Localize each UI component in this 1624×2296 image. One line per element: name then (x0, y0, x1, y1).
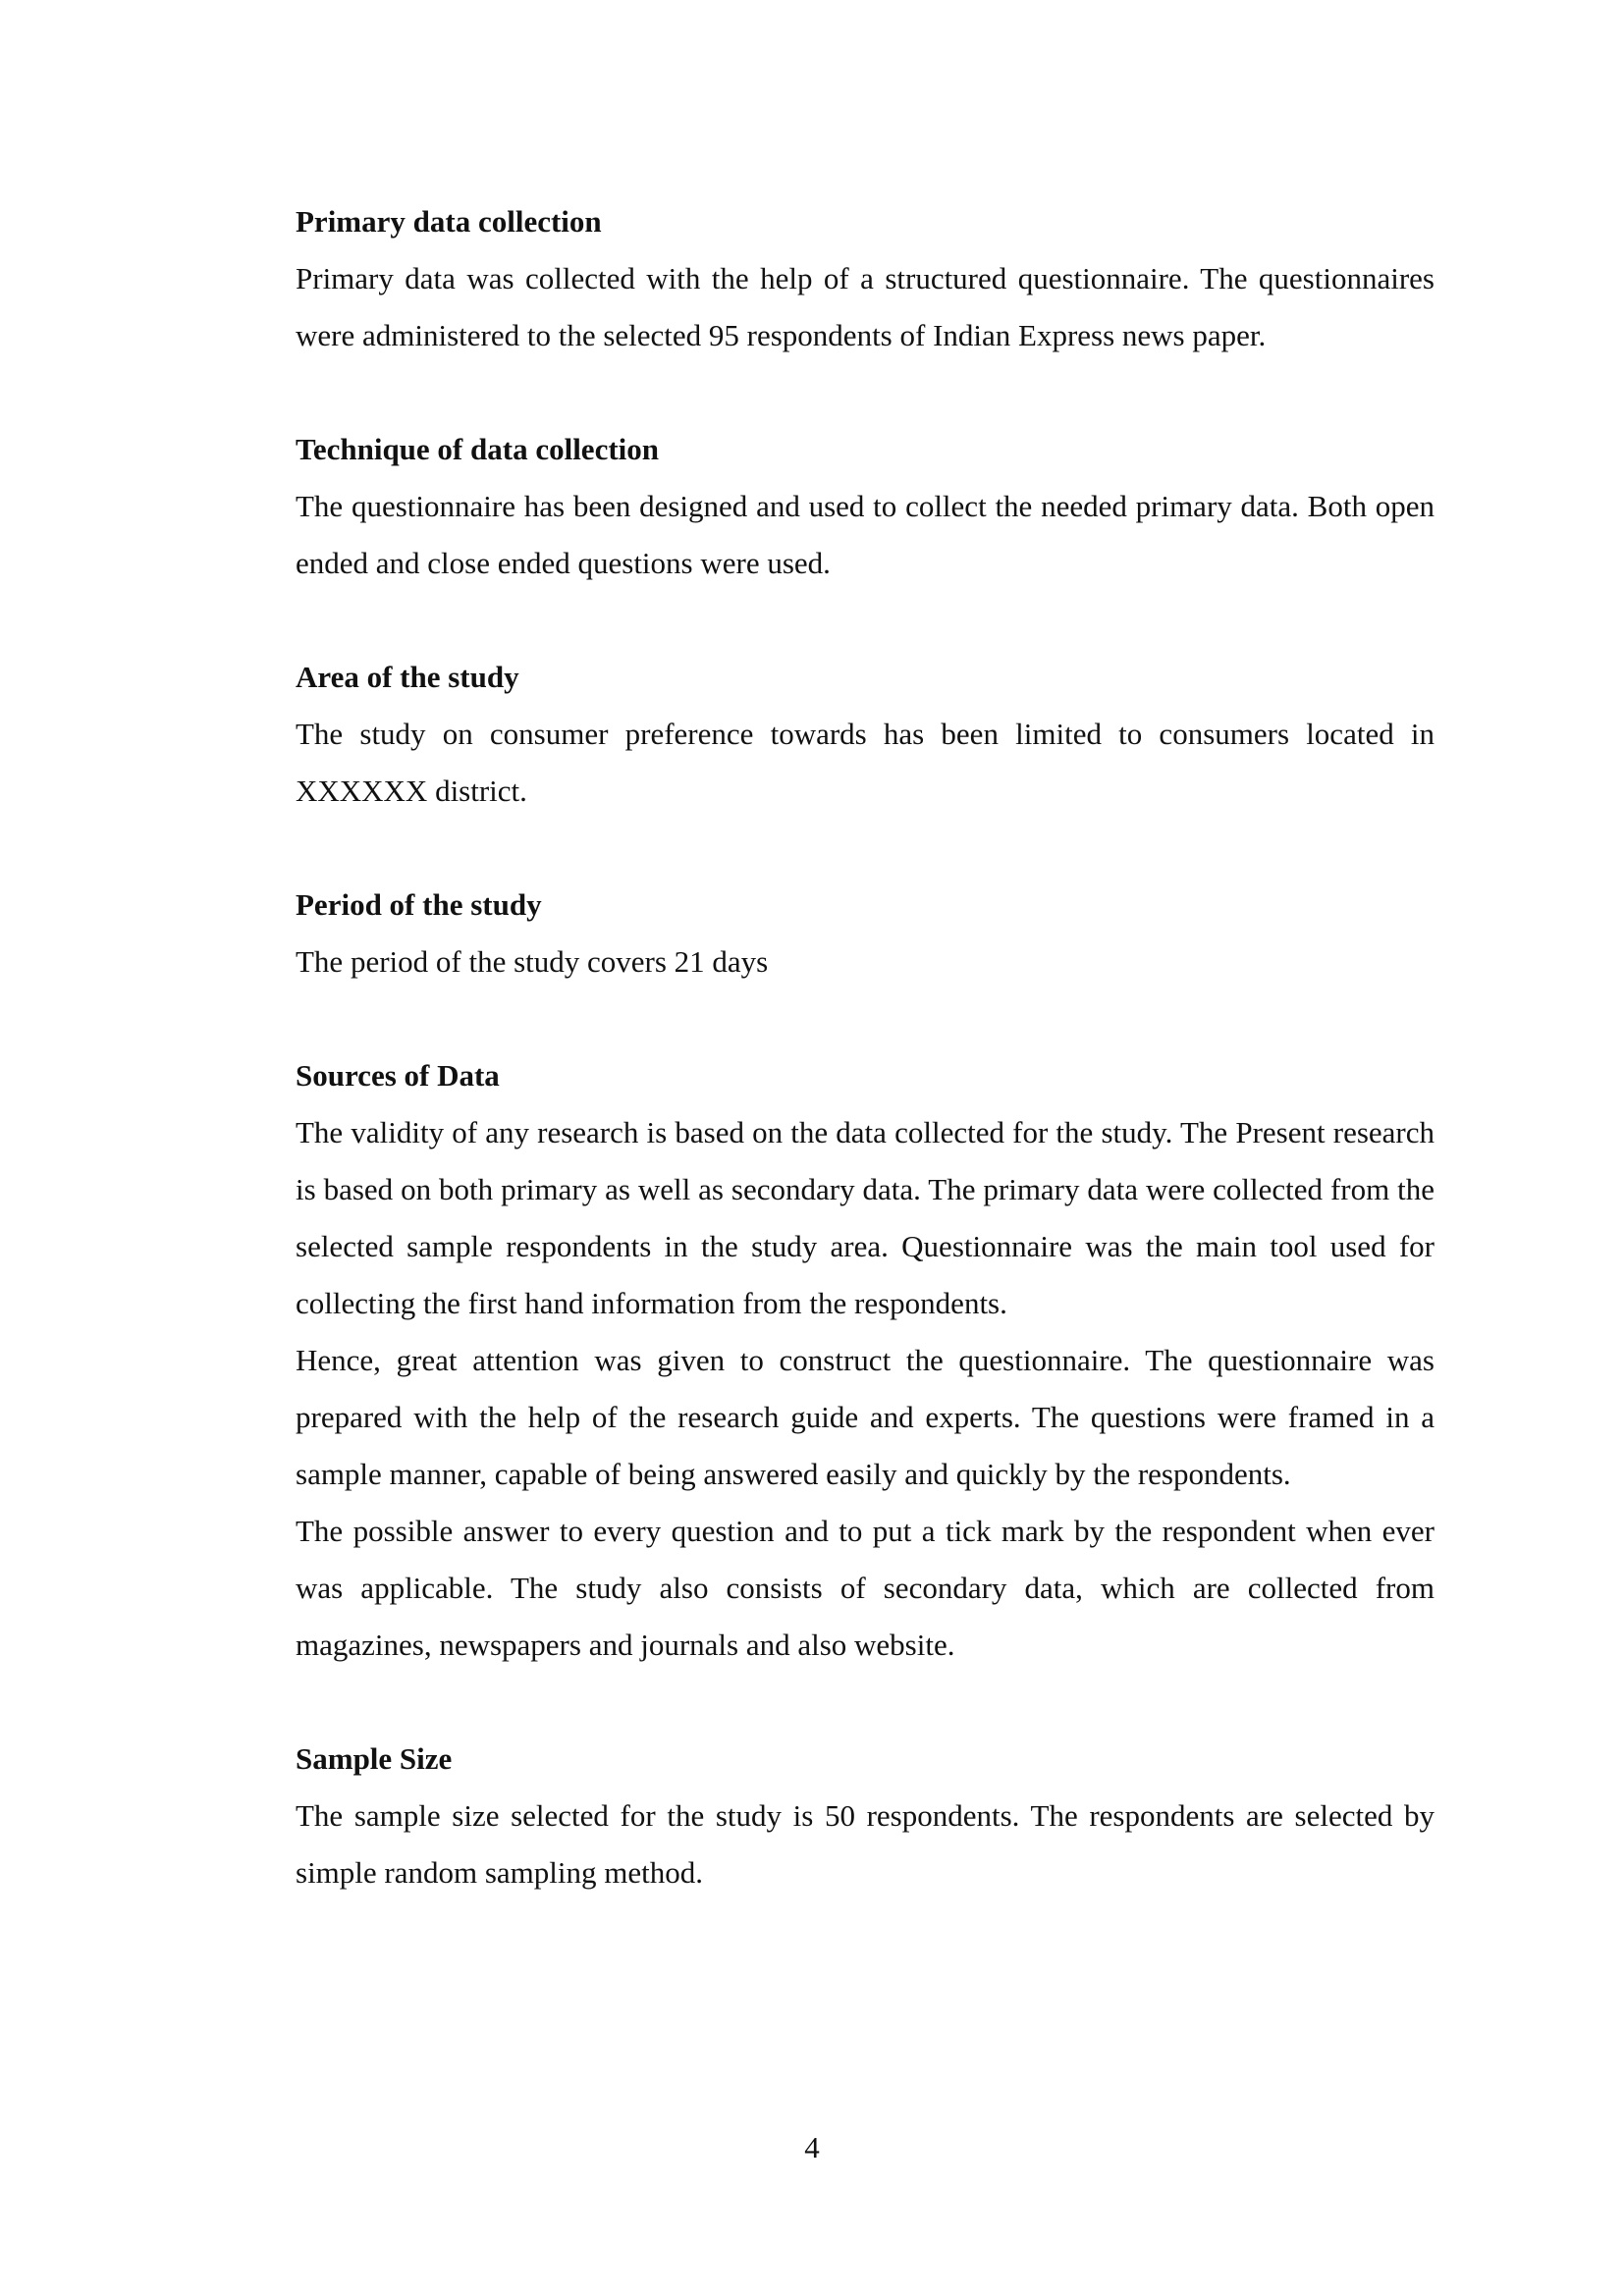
section-paragraph: The possible answer to every question and to put a tick mark by the respondent when ever was applicable. The study also consists of secondary data, which are collected from magazines, newspapers and journals and also website. (296, 1514, 1435, 1662)
section-paragraph: Primary data was collected with the help of a structured questionnaire. The questionnaires were administered to the selected 95 respondents of Indian Express news paper. (296, 261, 1435, 352)
section-area-of-the-study (296, 649, 1435, 820)
section-heading: Period of the study (296, 887, 542, 922)
section-heading: Sources of Data (296, 1058, 500, 1093)
section-heading: Area of the study (296, 660, 519, 694)
section-paragraph: The sample size selected for the study is 50 respondents. The respondents are selected by simple random sampling method. (296, 1798, 1435, 1890)
section-sources-of-data (296, 1047, 1435, 1674)
section-heading: Primary data collection (296, 204, 602, 239)
section-paragraph: The validity of any research is based on the data collected for the study. The Present research is based on both primary as well as secondary data. The primary data were collected from the selected sample respondents in the study area. Questionnaire was the main tool used for collecting the first hand information from the respondents. (296, 1115, 1435, 1320)
section-paragraph: The period of the study covers 21 days (296, 944, 769, 979)
section-paragraph: The study on consumer preference towards has been limited to consumers located in XXXXXX district. (296, 717, 1435, 808)
section-paragraph: The questionnaire has been designed and used to collect the needed primary data. Both open ended and close ended questions were used. (296, 489, 1435, 580)
section-paragraph: Hence, great attention was given to construct the questionnaire. The questionnaire was prepared with the help of the research guide and experts. The questions were framed in a sample manner, capable of being answered easily and quickly by the respondents. (296, 1343, 1435, 1491)
section-heading: Sample Size (296, 1741, 453, 1776)
page-content (296, 193, 1435, 1958)
section-sample-size (296, 1731, 1435, 1901)
section-heading: Technique of data collection (296, 432, 660, 466)
section-technique-of-data-collection (296, 421, 1435, 592)
section-primary-data-collection (296, 193, 1435, 364)
section-period-of-the-study (296, 877, 1435, 990)
page-number: 4 (804, 2130, 820, 2164)
